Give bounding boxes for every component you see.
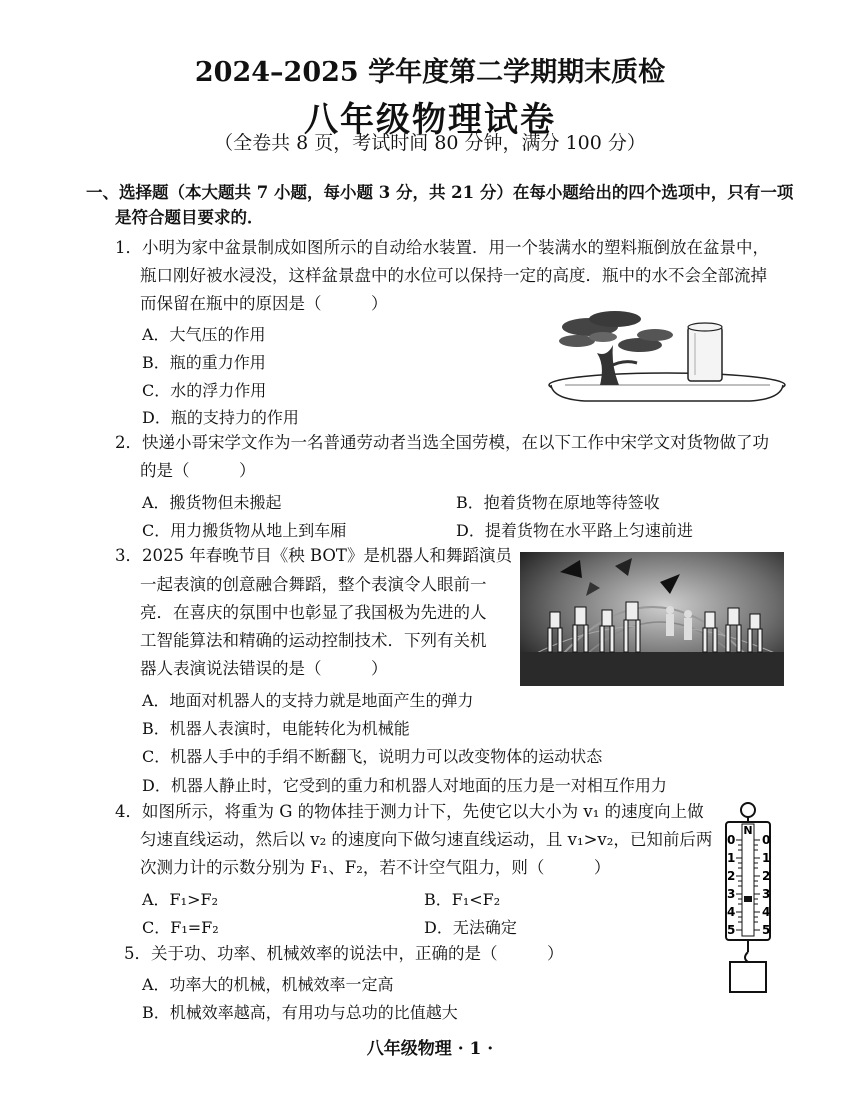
q4-option-d: D．无法确定 [424,918,517,937]
q3-option-c: C．机器人手中的手绢不断翻飞，说明力可以改变物体的运动状态 [142,747,603,766]
q4-stem-line1: 4．如图所示，将重为 G 的物体挂于测力计下，先使它以大小为 v₁ 的速度向上做 [115,802,704,821]
q4-stem-line2: 匀速直线运动，然后以 v₂ 的速度向下做匀速直线运动，且 v₁>v₂，已知前后两 [140,830,713,849]
q5-option-b: B．机械效率越高，有用功与总功的比值越大 [142,1003,458,1022]
q1-option-a: A．大气压的作用 [142,325,266,344]
page-footer: 八年级物理 · 1 · [366,1039,494,1059]
q4-option-c: C．F₁=F₂ [142,918,219,937]
scale-tick-right-1: 1 [762,851,771,865]
q4-option-a: A．F₁>F₂ [142,890,218,909]
scale-unit-label: N [743,824,753,837]
section-heading-cont: 是符合题目要求的． [115,208,264,227]
q3-stem-line5: 器人表演说法错误的是（ ） [140,659,388,678]
q3-option-d: D．机器人静止时，它受到的重力和机器人对地面的压力是一对相互作用力 [142,776,667,795]
q3-stem-line3: 亮．在喜庆的氛围中也彰显了我国极为先进的人 [140,603,487,622]
exam-title-line2: 八年级物理试卷 [304,100,556,140]
scale-tick-left-0: 0 [727,833,736,847]
scale-tick-left-5: 5 [727,923,736,937]
scale-tick-left-1: 1 [727,851,736,865]
q2-option-c: C．用力搬货物从地上到车厢 [142,521,347,540]
q1-stem-line3: 而保留在瓶中的原因是（ ） [140,294,388,313]
scale-tick-right-0: 0 [762,833,771,847]
q2-option-b: B．抱着货物在原地等待签收 [456,493,660,512]
spring-scale-figure [718,800,778,996]
robot-dance-photo [520,552,784,686]
q2-option-d: D．提着货物在水平路上匀速前进 [456,521,693,540]
exam-subtitle: （全卷共 8 页，考试时间 80 分钟，满分 100 分） [214,132,646,154]
q5-option-a: A．功率大的机械，机械效率一定高 [142,975,394,994]
scale-tick-right-5: 5 [762,923,771,937]
scale-tick-left-3: 3 [727,887,736,901]
scale-tick-left-4: 4 [727,905,736,919]
scale-tick-right-2: 2 [762,869,771,883]
q3-stem-line4: 工智能算法和精确的运动控制技术．下列有关机 [140,631,487,650]
q2-option-a: A．搬货物但未搬起 [142,493,282,512]
scale-tick-right-3: 3 [762,887,771,901]
exam-title-line1: 2024–2025 学年度第二学期期末质检 [194,57,666,88]
q3-stem-line2: 一起表演的创意融合舞蹈，整个表演令人眼前一 [140,575,487,594]
section-heading: 一、选择题（本大题共 7 小题，每小题 3 分，共 21 分）在每小题给出的四个选项中，只有一项 [86,183,794,202]
q1-stem-line1: 1．小明为家中盆景制成如图所示的自动给水装置．用一个装满水的塑料瓶倒放在盆景中， [115,238,769,257]
q1-stem-line2: 瓶口刚好被水浸没，这样盆景盘中的水位可以保持一定的高度．瓶中的水不会全部流掉 [140,266,767,285]
q4-option-b: B．F₁<F₂ [424,890,501,909]
q2-stem-line2: 的是（ ） [140,461,256,480]
q1-option-c: C．水的浮力作用 [142,381,267,400]
q4-stem-line3: 次测力计的示数分别为 F₁、F₂，若不计空气阻力，则（ ） [140,858,611,877]
q1-option-b: B．瓶的重力作用 [142,353,266,372]
q1-option-d: D．瓶的支持力的作用 [142,408,299,427]
q3-stem-line1: 3．2025 年春晚节目《秧 BOT》是机器人和舞蹈演员 [115,546,512,565]
q2-stem-line1: 2．快递小哥宋学文作为一名普通劳动者当选全国劳模，在以下工作中宋学文对货物做了功 [115,433,769,452]
q5-stem-line1: 5．关于功、功率、机械效率的说法中，正确的是（ ） [124,944,564,963]
scale-tick-left-2: 2 [727,869,736,883]
bonsai-bottle-figure [545,305,790,410]
q3-option-a: A．地面对机器人的支持力就是地面产生的弹力 [142,691,474,710]
scale-tick-right-4: 4 [762,905,771,919]
q3-option-b: B．机器人表演时，电能转化为机械能 [142,719,410,738]
